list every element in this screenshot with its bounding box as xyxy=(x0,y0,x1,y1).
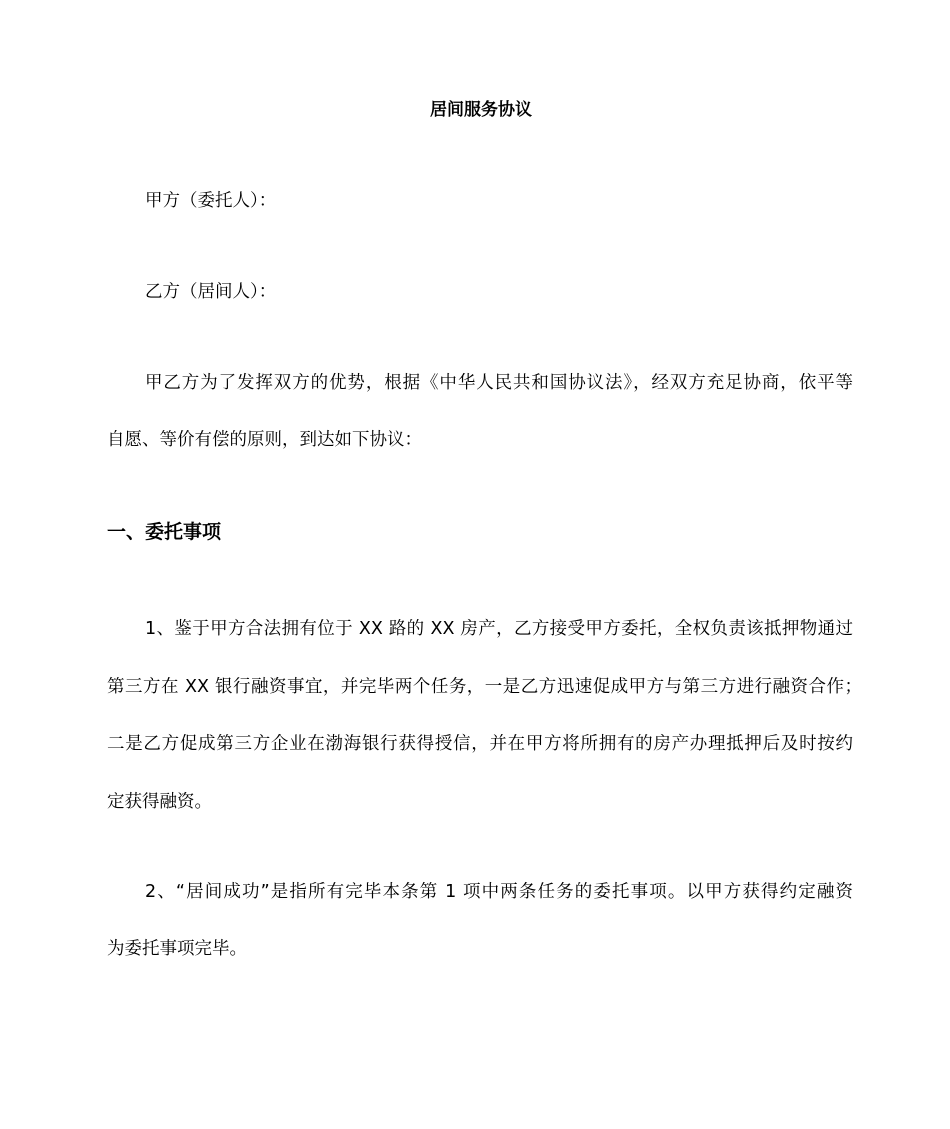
party-b-label: 乙方（居间人）： xyxy=(145,282,277,302)
preamble-line-2: 自愿、等价有偿的原则，到达如下协议： xyxy=(107,430,422,450)
item2-line-2: 为委托事项完毕。 xyxy=(107,939,247,959)
item1-line-2: 第三方在 XX 银行融资事宜，并完毕两个任务，一是乙方迅速促成甲方与第三方进行融资合作； xyxy=(107,677,862,697)
item1-line-3: 二是乙方促成第三方企业在渤海银行获得授信，并在甲方将所拥有的房产办理抵押后及时按约 xyxy=(107,734,853,754)
item2-line-1: 2、“居间成功”是指所有完毕本条第 1 项中两条任务的委托事项。以甲方获得约定融资 xyxy=(145,882,853,902)
party-a-label: 甲方（委托人）： xyxy=(145,191,277,211)
document-title: 居间服务协议 xyxy=(430,100,532,120)
section-heading: 一、委托事项 xyxy=(107,521,222,543)
item1-line-1: 1、鉴于甲方合法拥有位于 XX 路的 XX 房产，乙方接受甲方委托，全权负责该抵押物通过 xyxy=(145,619,853,639)
item1-line-4: 定获得融资。 xyxy=(107,792,212,812)
preamble-line-1: 甲乙方为了发挥双方的优势，根据《中华人民共和国协议法》，经双方充足协商，依平等 xyxy=(145,373,853,393)
